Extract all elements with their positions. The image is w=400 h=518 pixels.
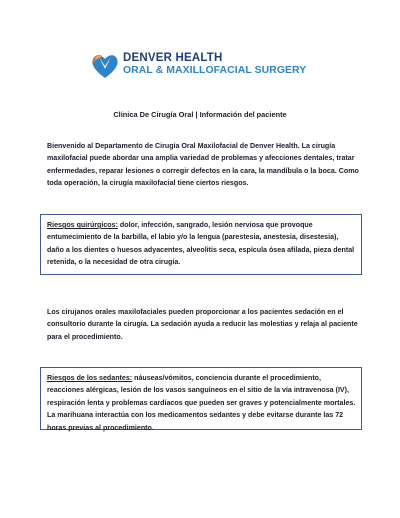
denver-health-logo bbox=[90, 51, 330, 81]
surgical-risks-heading: Riesgos quirúrgicos: bbox=[47, 221, 118, 229]
sedation-risks-body: náuseas/vómitos, conciencia durante el procedimiento, reacciones alérgicas, lesión de los vasos sanguíneos en el sitio de la vía intravenosa (IV), respiración lenta y problemas cardíacos que pueden ser graves y potencialmente mortales. La marihuana interactúa con los medicamentos sedantes y debe evitarse durante las 72 horas previas al procedimiento. bbox=[47, 374, 356, 432]
surgical-risks-box bbox=[40, 214, 362, 275]
sedation-risks-box bbox=[40, 367, 362, 430]
intro-paragraph: Bienvenido al Departamento de Cirugía Oral Maxilofacial de Denver Health. La cirugía maxilofacial puede abordar una amplia variedad de problemas y afecciones dentales, tratar enfermedades, reparar lesiones o corregir defectos en la cara, la mandíbula o la boca. Como toda operación, la cirugía maxilofacial tiene ciertos riesgos. bbox=[47, 142, 359, 188]
surgical-risks-body: dolor, infección, sangrado, lesión nerviosa que provoque entumecimiento de la barbilla, el labio y/o la lengua (parestesia, anestesia, disestesia), daño a los dientes o huesos adyacentes, alveolitis seca, espícula ósea afilada, pieza dental retenida, o la necesidad de otra cirugía. bbox=[47, 221, 355, 267]
sedation-risks-heading: Riesgos de los sedantes: bbox=[47, 374, 133, 382]
page-title: Clínica De Cirugía Oral | Información del paciente bbox=[113, 110, 287, 119]
sedation-intro-paragraph: Los cirujanos orales maxilofaciales pueden proporcionar a los pacientes sedación en el consultorio durante la cirugía. La sedación ayuda a reducir las molestias y relaja al paciente para el procedimiento. bbox=[47, 308, 358, 341]
logo-text-oral-maxillofacial-surgery: ORAL & MAXILLOFACIAL SURGERY bbox=[123, 65, 307, 76]
sedation-risks-text bbox=[47, 372, 356, 434]
logo-text-denver-health: DENVER HEALTH bbox=[123, 52, 223, 64]
surgical-risks-text bbox=[47, 219, 356, 269]
heart-flame-logo-icon bbox=[90, 51, 120, 81]
